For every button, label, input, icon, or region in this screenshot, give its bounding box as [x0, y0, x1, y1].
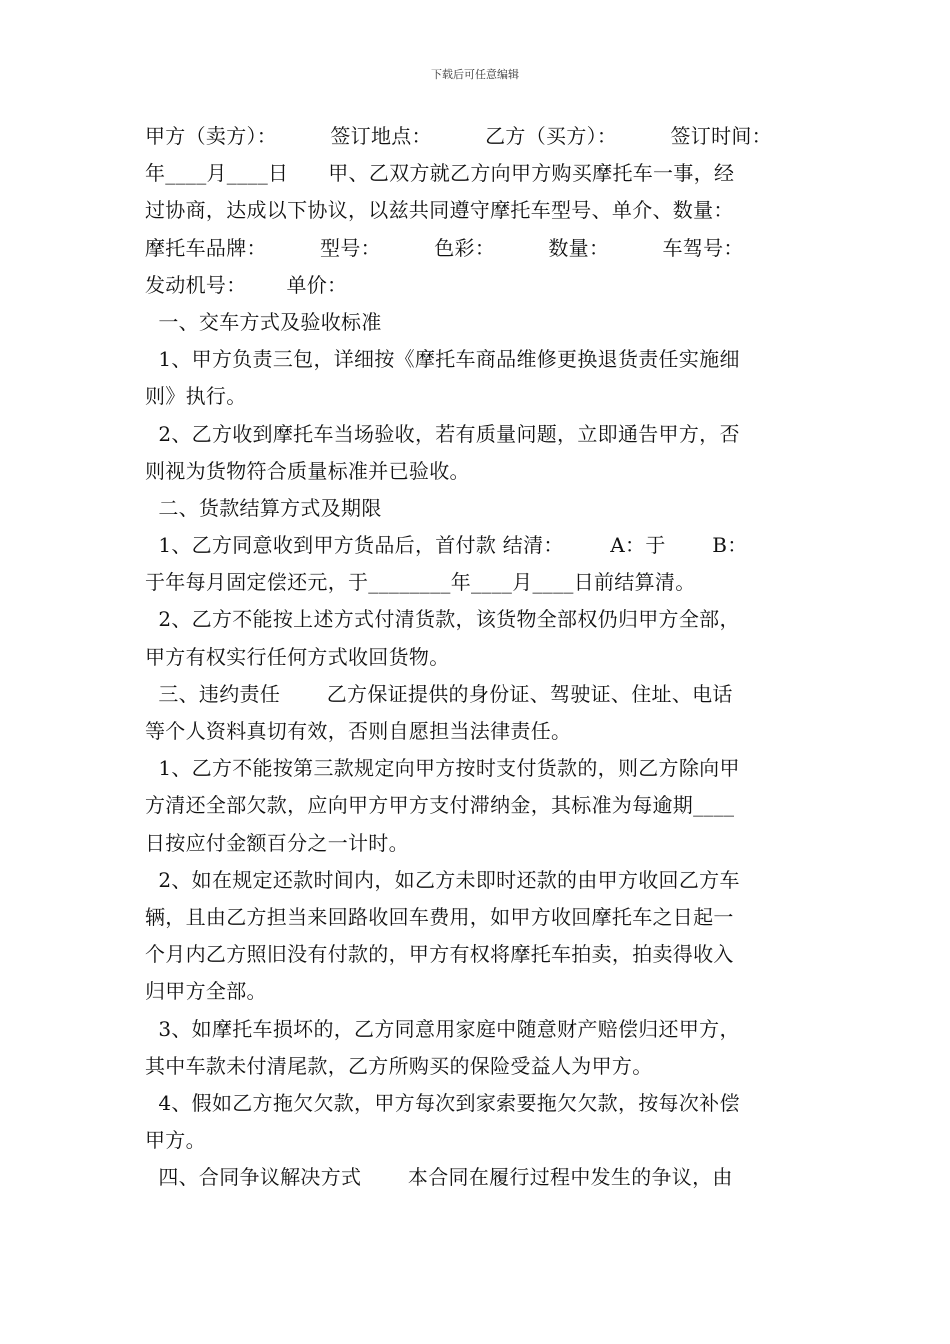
contract-line: 摩托车品牌： 型号： 色彩： 数量： 车驾号： [145, 235, 744, 260]
contract-line: 个月内乙方照旧没有付款的，甲方有权将摩托车拍卖，拍卖得收入 [145, 942, 734, 967]
contract-line: 2、乙方不能按上述方式付清货款，该货物全部权仍归甲方全部， [145, 607, 740, 632]
contract-line: 方清还全部欠款，应向甲方甲方支付滞纳金，其标准为每逾期____ [145, 793, 735, 818]
contract-line: 甲方。 [145, 1128, 206, 1153]
contract-line: 其中车款未付清尾款，乙方所购买的保险受益人为甲方。 [145, 1053, 653, 1078]
contract-body [145, 118, 807, 1196]
contract-line: 于年每月固定偿还元，于________年____月____日前结算清。 [145, 570, 696, 595]
contract-line: 1、乙方不能按第三款规定向甲方按时支付货款的，则乙方除向甲 [145, 756, 740, 781]
contract-line: 则》执行。 [145, 384, 247, 409]
contract-line: 1、甲方负责三包，详细按《摩托车商品维修更换退货责任实施细 [145, 347, 740, 372]
contract-line: 2、如在规定还款时间内，如乙方未即时还款的由甲方收回乙方车 [145, 867, 740, 892]
contract-line: 发动机号： 单价： [145, 272, 348, 297]
contract-line: 一、交车方式及验收标准 [145, 309, 382, 334]
contract-line: 4、假如乙方拖欠欠款，甲方每次到家索要拖欠欠款，按每次补偿 [145, 1090, 740, 1115]
contract-line: 年____月____日 甲、乙双方就乙方向甲方购买摩托车一事，经 [145, 161, 735, 186]
contract-line: 等个人资料真切有效，否则自愿担当法律责任。 [145, 719, 572, 743]
contract-line: 三、违约责任 乙方保证提供的身份证、驾驶证、住址、电话 [145, 681, 733, 706]
contract-line: 甲方有权实行任何方式收回货物。 [145, 644, 450, 669]
contract-line: 2、乙方收到摩托车当场验收，若有质量问题，立即通告甲方，否 [145, 421, 740, 446]
contract-line: 3、如摩托车损坏的，乙方同意用家庭中随意财产赔偿归还甲方， [145, 1016, 740, 1041]
contract-line: 则视为货物符合质量标准并已验收。 [145, 458, 470, 483]
contract-line: 辆，且由乙方担当来回路收回车费用，如甲方收回摩托车之日起一 [145, 904, 734, 929]
page-header: 下载后可任意编辑 [431, 68, 519, 81]
contract-line: 归甲方全部。 [145, 979, 267, 1004]
contract-line: 二、货款结算方式及期限 [145, 495, 382, 520]
contract-line: 日按应付金额百分之一计时。 [145, 830, 409, 855]
contract-line: 1、乙方同意收到甲方货品后，首付款 结清： A：于 B： [145, 533, 748, 558]
contract-line: 过协商，达成以下协议，以兹共同遵守摩托车型号、单介、数量： [145, 198, 734, 223]
contract-line: 甲方（卖方）： 签订地点： 乙方（买方）： 签订时间： [145, 124, 772, 148]
contract-line: 四、合同争议解决方式 本合同在履行过程中发生的争议，由 [145, 1165, 733, 1190]
